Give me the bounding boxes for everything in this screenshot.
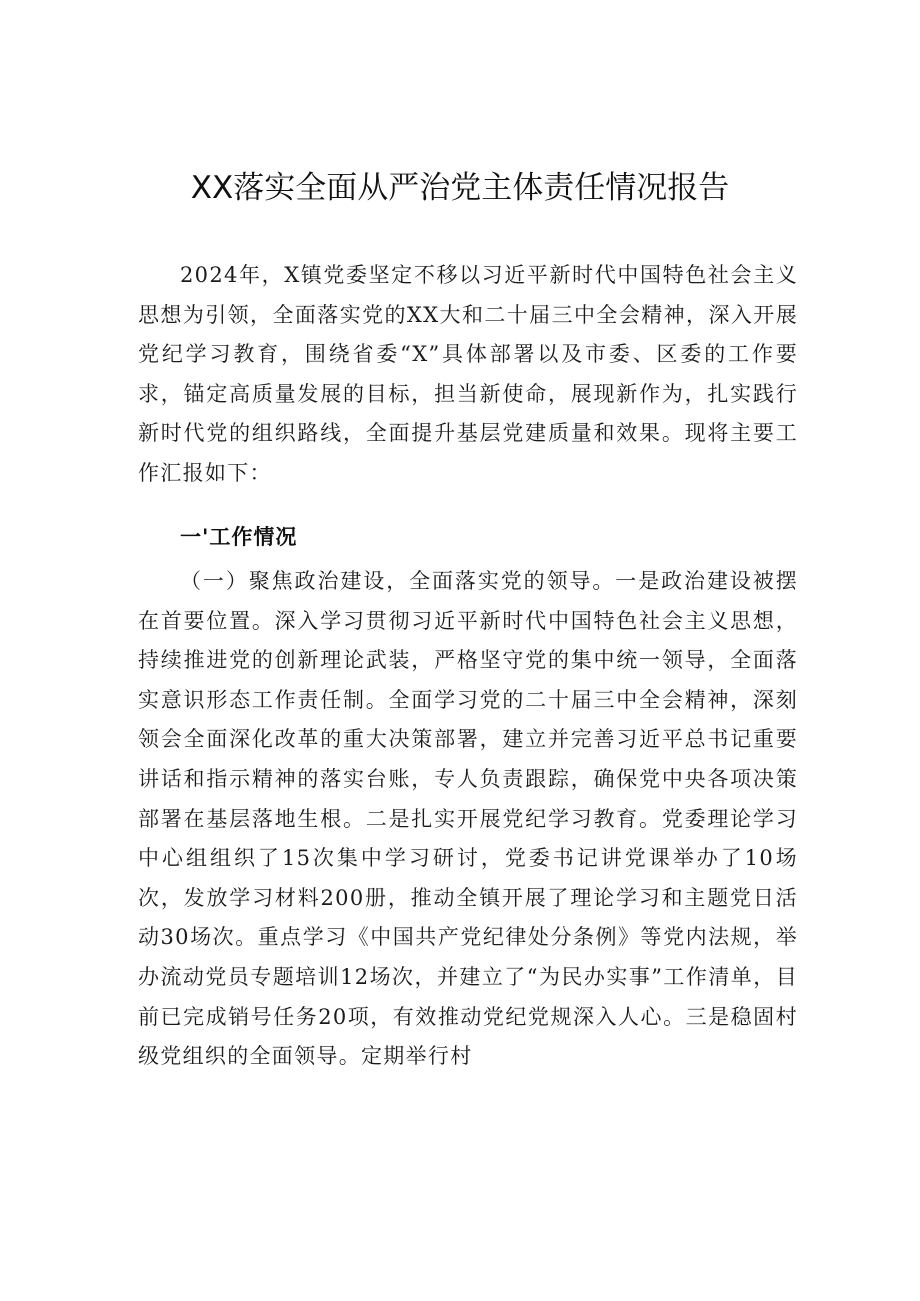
intro-paragraph: 2024年，X镇党委坚定不移以习近平新时代中国特色社会主义思想为引领，全面落实党的XX大和二十届三中全会精神，深入开展党纪学习教育，围绕省委“X”具体部署以及市委、区委的工作要求，锚定高质量发展的目标，担当新使命，展现新作为，扎实践行新时代党的组织路线，全面提升基层党建质量和效果。现将主要工作汇报如下： bbox=[138, 263, 798, 485]
section-paragraph-political-construction: （一）聚焦政治建设，全面落实党的领导。一是政治建设被摆在首要位置。深入学习贯彻习近平新时代中国特色社会主义思想，持续推进党的创新理论武装，严格坚守党的集中统一领导，全面落实意识形态工作责任制。全面学习党的二十届三中全会精神，深刻领会全面深化改革的重大决策部署，建立并完善习近平总书记重要讲话和指示精神的落实台账，专人负责跟踪，确保党中央各项决策部署在基层落地生根。二是扎实开展党纪学习教育。党委理论学习中心组组织了15次集中学习研讨，党委书记讲党课举办了10场次，发放学习材料200册，推动全镇开展了理论学习和主题党日活动30场次。重点学习《中国共产党纪律处分条例》等党内法规，举办流动党员专题培训12场次，并建立了“为民办实事”工作清单，目前已完成销号任务20项，有效推动党纪党规深入人心。三是稳固村级党组织的全面领导。定期举行村 bbox=[138, 569, 798, 1069]
section-heading-work-status: 一'工作情况 bbox=[180, 525, 298, 549]
document-title: XX落实全面从严治党主体责任情况报告 bbox=[190, 170, 730, 206]
